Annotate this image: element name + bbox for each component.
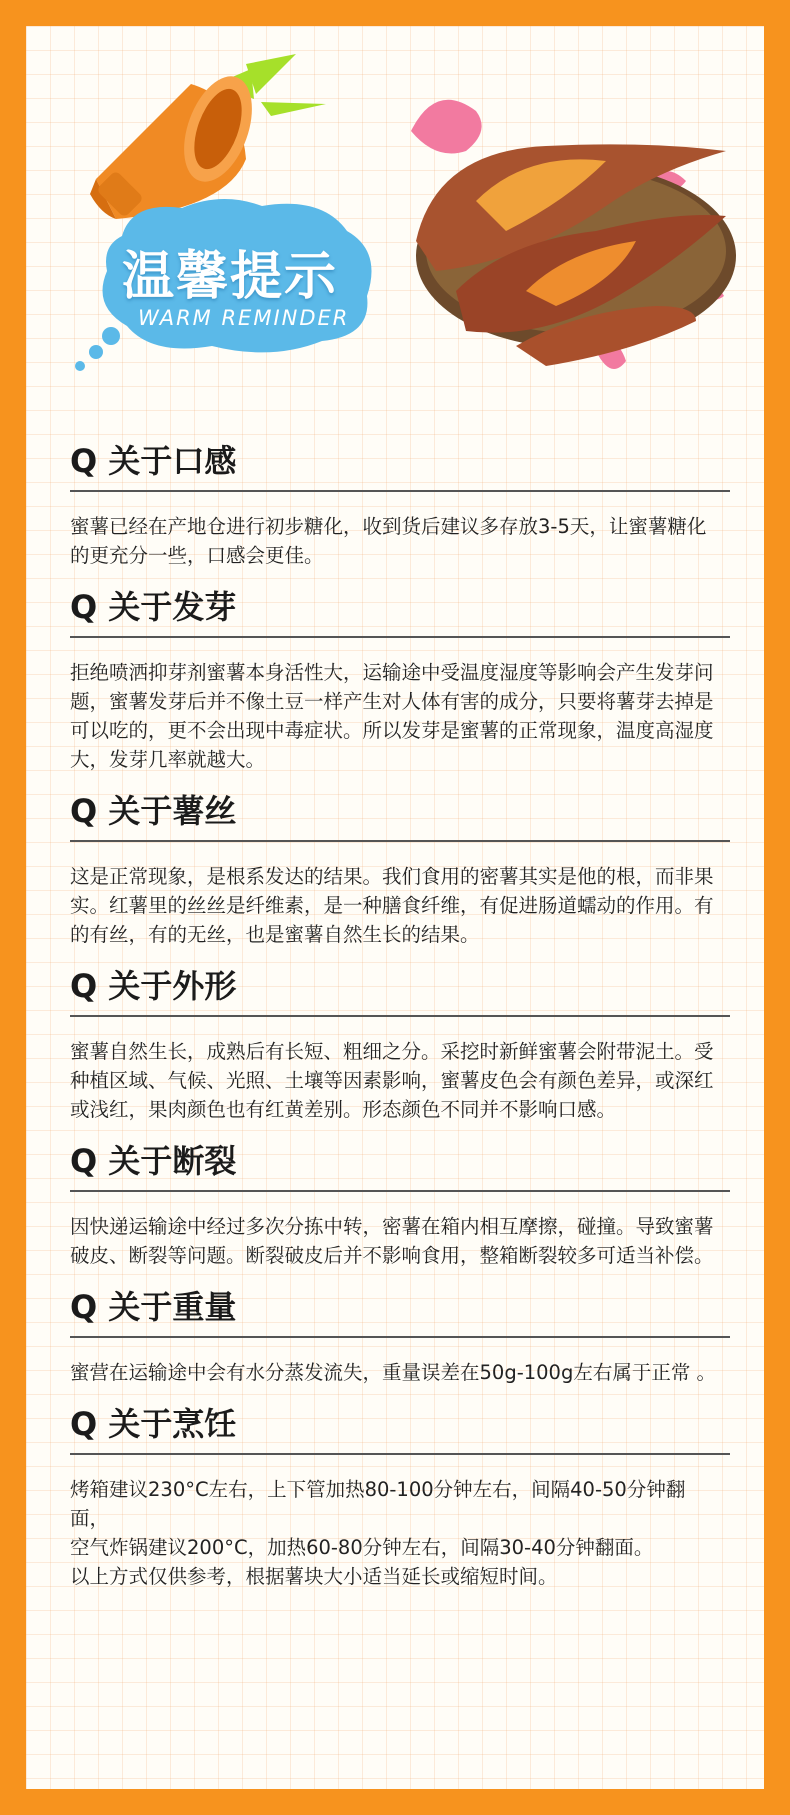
faq-title: Q 关于重量 xyxy=(70,1282,730,1338)
faq-item-cooking xyxy=(70,1399,730,1591)
faq-title: Q 关于薯丝 xyxy=(70,786,730,842)
faq-item-taste xyxy=(70,436,730,570)
faq-title: Q 关于断裂 xyxy=(70,1136,730,1192)
faq-body: 因快递运输途中经过多次分拣中转，密薯在箱内相互摩擦，碰撞。导致蜜薯破皮、断裂等问题。断裂破皮后并不影响食用，整箱断裂较多可适当补偿。 xyxy=(70,1215,714,1267)
faq-body: 蜜薯自然生长，成熟后有长短、粗细之分。采挖时新鲜蜜薯会附带泥土。受种植区域、气候、光照、土壤等因素影响，蜜薯皮色会有颜色差异，或深红或浅红，果肉颜色也有红黄差别。形态颜色不同并不影响口感。 xyxy=(70,1040,714,1121)
faq-list xyxy=(70,436,730,1603)
bubble-dots-icon xyxy=(66,326,126,376)
faq-title: Q 关于外形 xyxy=(70,961,730,1017)
header-banner xyxy=(26,26,768,436)
faq-title: Q 关于烹饪 xyxy=(70,1399,730,1455)
faq-body: 这是正常现象，是根系发达的结果。我们食用的密薯其实是他的根，而非果实。红薯里的丝丝是纤维素，是一种膳食纤维，有促进肠道蠕动的作用。有的有丝，有的无丝，也是蜜薯自然生长的结果。 xyxy=(70,865,714,946)
faq-body: 拒绝喷洒抑芽剂蜜薯本身活性大，运输途中受温度湿度等影响会产生发芽问题，蜜薯发芽后并不像土豆一样产生对人体有害的成分，只要将薯芽去掉是可以吃的，更不会出现中毒症状。所以发芽是蜜薯的正常现象，温度高湿度大，发芽几率就越大。 xyxy=(70,661,714,771)
faq-body: 烤箱建议230°C左右，上下管加热80-100分钟左右，间隔40-50分钟翻面， 空气炸锅建议200°C，加热60-80分钟左右，间隔30-40分钟翻面。 以上方式仅供参考，根据薯块大小适当延长或缩短时间。 xyxy=(70,1478,686,1588)
faq-item-appearance xyxy=(70,961,730,1124)
faq-title: Q 关于发芽 xyxy=(70,582,730,638)
page-frame xyxy=(24,24,766,1791)
faq-body: 蜜营在运输途中会有水分蒸发流失，重量误差在50g-100g左右属于正常 。 xyxy=(70,1361,717,1384)
faq-body: 蜜薯已经在产地仓进行初步糖化，收到货后建议多存放3-5天，让蜜薯糖化的更充分一些，口感会更佳。 xyxy=(70,515,707,567)
faq-title: Q 关于口感 xyxy=(70,436,730,492)
faq-item-breakage xyxy=(70,1136,730,1270)
sweet-potato-image xyxy=(396,91,756,411)
faq-item-fibers xyxy=(70,786,730,949)
faq-item-weight xyxy=(70,1282,730,1387)
faq-item-sprouting xyxy=(70,582,730,774)
header-title: 温馨提示 xyxy=(122,247,339,307)
header-subtitle: WARM REMINDER xyxy=(138,306,350,330)
